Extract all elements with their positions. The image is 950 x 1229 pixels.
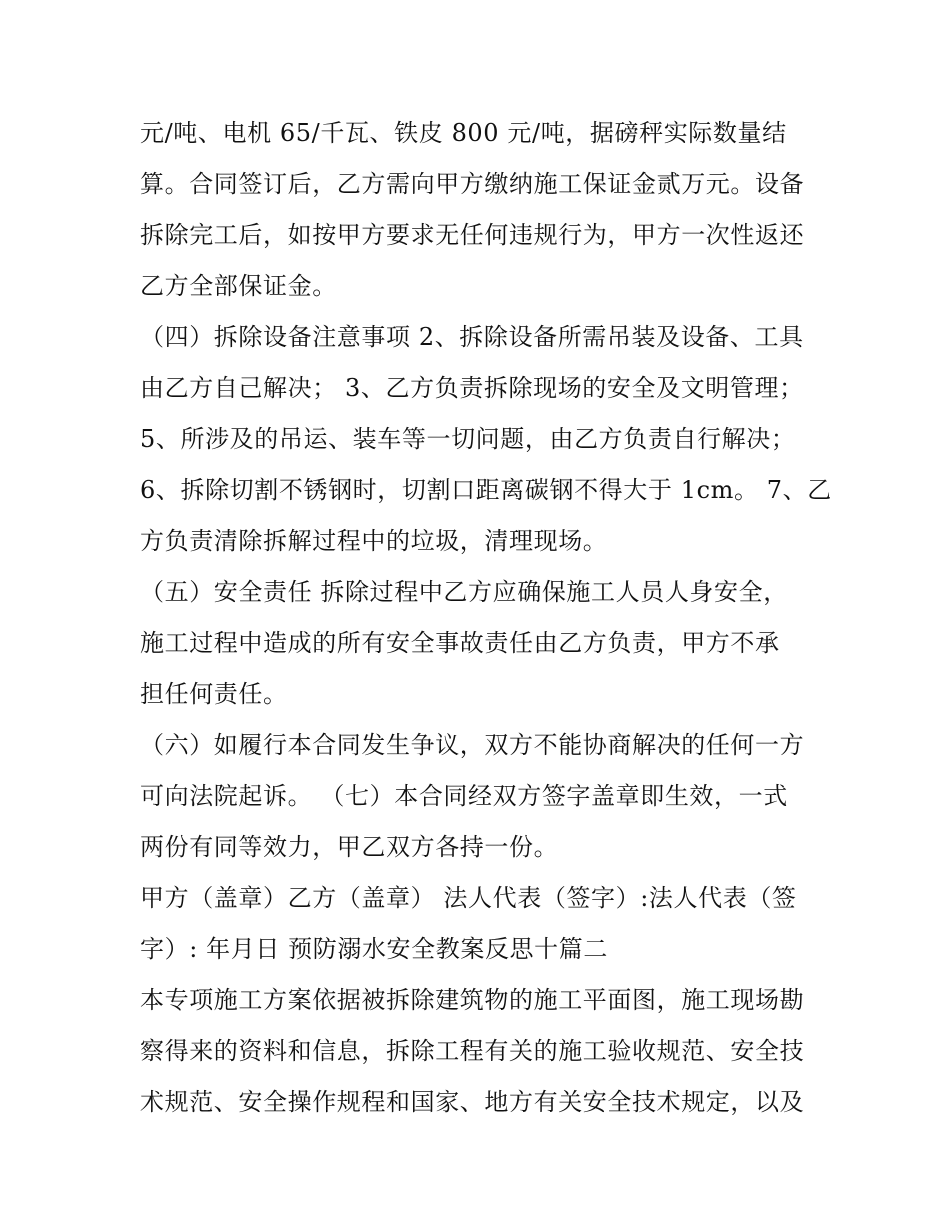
text-line: 由乙方自己解决； 3、乙方负责拆除现场的安全及文明管理； (140, 374, 804, 402)
text-line: （五）安全责任 拆除过程中乙方应确保施工人员人身安全， (140, 578, 788, 606)
text-line: 元/吨、电机 65/千瓦、铁皮 800 元/吨，据磅秤实际数量结 (140, 119, 787, 147)
text-line: （四）拆除设备注意事项 2、拆除设备所需吊装及设备、工具 (140, 323, 804, 351)
text-line: 5、所涉及的吊运、装车等一切问题，由乙方负责自行解决； (140, 425, 796, 453)
document-body (140, 108, 832, 1128)
text-line: 本专项施工方案依据被拆除建筑物的施工平面图，施工现场勘 (140, 986, 805, 1014)
text-line: 担任何责任。 (140, 680, 288, 708)
text-line: 甲方（盖章）乙方（盖章） 法人代表（签字）:法人代表（签 (140, 884, 797, 912)
text-line: 可向法院起诉。 （七）本合同经双方签字盖章即生效，一式 (140, 782, 788, 810)
text-line: 方负责清除拆解过程中的垃圾，清理现场。 (140, 527, 608, 555)
text-line: 乙方全部保证金。 (140, 272, 337, 300)
text-line: （六）如履行本合同发生争议，双方不能协商解决的任何一方 (140, 731, 805, 759)
text-line: 察得来的资料和信息，拆除工程有关的施工验收规范、安全技 (140, 1037, 805, 1065)
text-line: 术规范、安全操作规程和国家、地方有关安全技术规定，以及 (140, 1088, 805, 1116)
text-line: 施工过程中造成的所有安全事故责任由乙方负责，甲方不承 (140, 629, 780, 657)
text-line: 6、拆除切割不锈钢时，切割口距离碳钢不得大于 1cm。 7、乙 (140, 476, 832, 504)
text-line: 拆除完工后，如按甲方要求无任何违规行为，甲方一次性返还 (140, 221, 805, 249)
text-line: 算。合同签订后，乙方需向甲方缴纳施工保证金贰万元。设备 (140, 170, 805, 198)
text-line: 字）: 年月日 预防溺水安全教案反思十篇二 (140, 935, 608, 963)
text-line: 两份有同等效力，甲乙双方各持一份。 (140, 833, 559, 861)
